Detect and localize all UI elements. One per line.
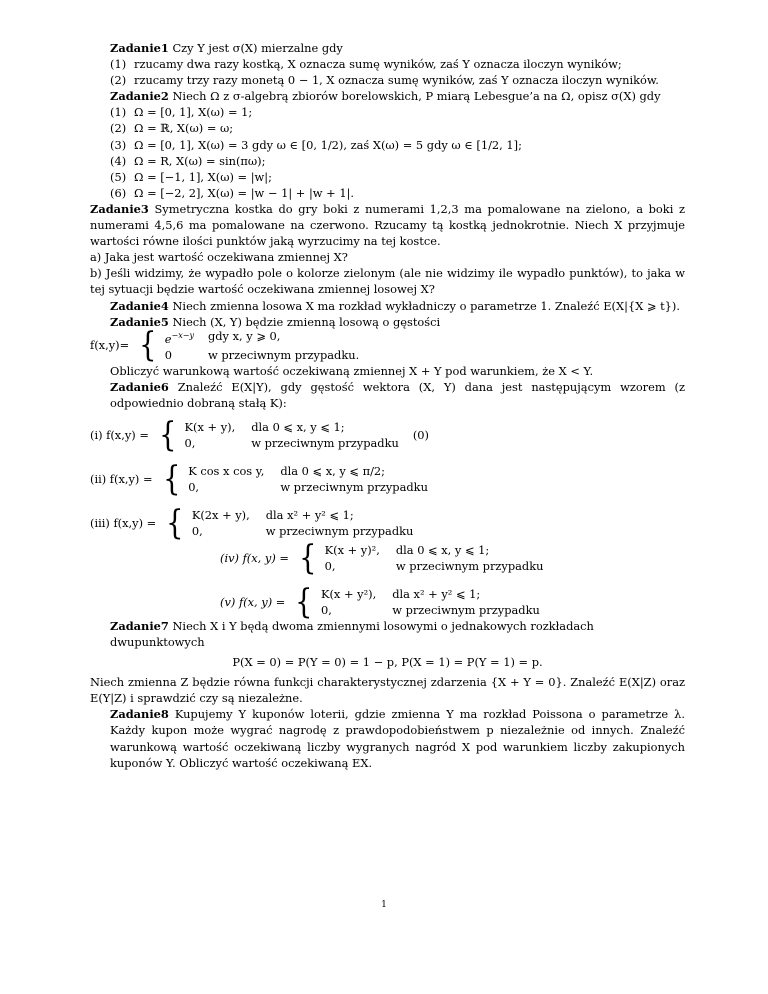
zadanie7-formula: P(X = 0) = P(Y = 0) = 1 − p, P(X = 1) = P(Y = 1) = p. [232, 655, 543, 670]
case1-cond: dla x² + y² ⩽ 1; [265, 508, 354, 523]
zadanie2-item-6 [90, 185, 685, 201]
item-text: Ω = ℝ, X(ω) = ω; [134, 121, 234, 136]
zadanie6-formula-ii [90, 459, 685, 500]
zadanie6-formula-i [90, 415, 685, 456]
case1-expr: K(x + y)², [324, 542, 380, 557]
case1-cond: gdy x, y ⩾ 0, [207, 328, 281, 343]
case2-expr: 0, [324, 558, 336, 573]
zadanie5-density [90, 325, 685, 366]
item-text: Ω = [−2, 2], X(ω) = |w − 1| + |w + 1|. [134, 185, 355, 200]
case1-cond: dla 0 ⩽ x, y ⩽ 1; [251, 419, 345, 434]
zadanie1-paragraph [90, 40, 685, 56]
zadanie6-heading: Zadanie6 [110, 379, 169, 394]
formula-cases [188, 463, 428, 495]
zadanie1-text: Czy Y jest σ(X) mierzalne gdy [172, 41, 343, 55]
page-number: 1 [381, 900, 387, 910]
item-text: Ω = [0, 1], X(ω) = 1; [134, 105, 253, 120]
case2-expr: 0 [164, 347, 173, 362]
left-brace: { [162, 459, 181, 500]
zadanie2-item-3 [90, 137, 685, 153]
item-number: (4) [110, 153, 127, 168]
formula-lhs: (v) f(x, y) = [220, 594, 286, 609]
item-number: (6) [110, 185, 127, 200]
zadanie3-heading: Zadanie3 [90, 201, 149, 216]
zadanie7-heading: Zadanie7 [110, 618, 169, 633]
case1-expr: K(x + y), [184, 419, 236, 434]
item-text: rzucamy trzy razy monetą 0 − 1, X oznacza sumę wyników, zaś Y oznacza iloczyn wyników. [134, 73, 659, 88]
zadanie5-tail: Obliczyć warunkową wartość oczekiwaną zmiennej X + Y pod warunkiem, że X < Y. [110, 363, 594, 378]
case2-expr: 0, [320, 602, 332, 617]
left-brace: { [139, 325, 157, 366]
item-number: (2) [110, 73, 127, 88]
formula-lhs: (iv) f(x, y) = [220, 550, 289, 565]
zadanie1-item-1 [90, 56, 685, 72]
formula-lhs: (ii) f(x,y) = [90, 472, 153, 487]
case1-cond: dla 0 ⩽ x, y ⩽ π/2; [280, 464, 385, 479]
equation-number: (0) [412, 428, 429, 442]
case2-cond: w przeciwnym przypadku [265, 524, 414, 539]
formula-lhs: (i) f(x,y) = [90, 428, 149, 442]
zadanie2-item-4 [90, 153, 685, 169]
zadanie2-item-1 [90, 104, 685, 120]
item-text: Ω = R, X(ω) = sin(πω); [134, 153, 266, 168]
zadanie2-paragraph [90, 88, 685, 104]
zadanie3-paragraph [90, 201, 685, 249]
zadanie5-heading: Zadanie5 [110, 314, 169, 329]
zadanie1-item-2 [90, 72, 685, 88]
zadanie6-formula-iii [90, 503, 685, 544]
zadanie2-item-2 [90, 120, 685, 136]
case2-expr: 0, [191, 524, 203, 539]
left-brace: { [295, 581, 313, 622]
case2-expr: 0, [184, 436, 196, 451]
case2-cond: w przeciwnym przypadku [280, 480, 428, 495]
case1-expr: K(2x + y), [191, 508, 250, 523]
formula-cases [321, 586, 540, 618]
formula-cases [185, 419, 399, 451]
zadanie6-paragraph [90, 379, 685, 411]
formula-lhs: (iii) f(x,y) = [90, 516, 157, 531]
case1-cond: dla x² + y² ⩽ 1; [392, 586, 481, 601]
formula-cases [325, 542, 544, 574]
item-number: (2) [110, 121, 127, 136]
item-number: (1) [110, 57, 127, 72]
zadanie8-paragraph [90, 706, 685, 770]
zadanie7-text: Niech X i Y będą dwoma zmiennymi losowymi o jednakowych rozkładach dwupunktowych [110, 618, 594, 649]
zadanie2-item-5 [90, 169, 685, 185]
case2-cond: w przeciwnym przypadku [392, 602, 540, 617]
zadanie8-text: Kupujemy Y kuponów loterii, gdzie zmienna Y ma rozkład Poissona o parametrze λ. Każdy kupon może wygrać nagrodę z prawdopodobieństwem p niezależnie od innych. Znaleźć warunkową wartość oczekiwaną liczby wygranych nagród X pod warunkiem liczby zakupionych kuponów Y. Obliczyć wartość oczekiwaną EX. [110, 707, 685, 770]
density-cases [165, 328, 359, 363]
zadanie3-question-b: b) Jeśli widzimy, że wypadło pole o kolorze zielonym (ale nie widzimy ile wypadło punktów), to jaka w tej sytuacji będzie wartość oczekiwana zmiennej losowej X? [90, 266, 685, 297]
case1-expr: K(x + y²), [320, 586, 377, 601]
formula-cases [192, 507, 414, 539]
item-number: (1) [110, 105, 127, 120]
case2-expr: 0, [188, 480, 200, 495]
item-text: Ω = [0, 1], X(ω) = 3 gdy ω ∈ [0, 1/2), zaś X(ω) = 5 gdy ω ∈ [1/2, 1]; [134, 137, 522, 152]
left-brace: { [299, 537, 317, 578]
item-number: (5) [110, 169, 127, 184]
item-text: Ω = [−1, 1], X(ω) = |w|; [134, 169, 272, 184]
zadanie5-text: Niech (X, Y) będzie zmienną losową o gęstości [172, 314, 441, 329]
left-brace: { [166, 503, 184, 544]
zadanie4-heading: Zadanie4 [110, 298, 169, 313]
item-text: rzucamy dwa razy kostką, X oznacza sumę wyników, zaś Y oznacza iloczyn wyników; [134, 57, 622, 72]
document-page [90, 40, 685, 771]
zadanie8-heading: Zadanie8 [110, 707, 169, 722]
zadanie6-formula-iv [90, 537, 685, 578]
zadanie1-heading: Zadanie1 [110, 41, 169, 55]
zadanie3-text: Symetryczna kostka do gry boki z numerami 1,2,3 ma pomalowane na zielono, a boki z numerami 4,5,6 ma pomalowane na czerwono. Rzucamy tą kostką jednokrotnie. Niech X przyjmuje wartości równe ilości punktów jaką wyrzucimy na tej kostce. [90, 201, 685, 249]
case1-cond: dla 0 ⩽ x, y ⩽ 1; [395, 542, 490, 557]
density-lhs: f(x,y)= [90, 338, 130, 353]
zadanie7-tail: Niech zmienna Z będzie równa funkcji charakterystycznej zdarzenia {X + Y = 0}. Znaleźć E(X|Z) oraz E(Y|Z) i sprawdzić czy są niezależne. [90, 675, 685, 706]
case1-expr: K cos x cos y, [188, 464, 265, 479]
zadanie7-paragraph [90, 618, 685, 650]
left-brace: { [159, 415, 177, 456]
zadanie6-formula-v [90, 581, 685, 622]
zadanie2-heading: Zadanie2 [110, 89, 169, 104]
zadanie3-question-a: a) Jaka jest wartość oczekiwana zmiennej X? [90, 250, 348, 265]
zadanie4-text: Niech zmienna losowa X ma rozkład wykładniczy o parametrze 1. Znaleźć E(X|{X ⩾ t}). [172, 298, 680, 313]
case2-cond: w przeciwnym przypadku. [207, 347, 360, 362]
zadanie6-text: Znaleźć E(X|Y), gdy gęstość wektora (X, Y) dana jest następującym wzorem (z odpowiednio dobraną stałą K): [110, 379, 685, 410]
case2-cond: w przeciwnym przypadku [395, 558, 544, 573]
zadanie4-paragraph [90, 298, 685, 314]
zadanie2-text: Niech Ω z σ-algebrą zbiorów borelowskich, P miarą Lebesgue’a na Ω, opisz σ(X) gdy [172, 89, 661, 104]
case2-cond: w przeciwnym przypadku [251, 436, 399, 451]
case1-expr: $e^{-x-y}$ [164, 330, 194, 346]
item-number: (3) [110, 137, 127, 152]
